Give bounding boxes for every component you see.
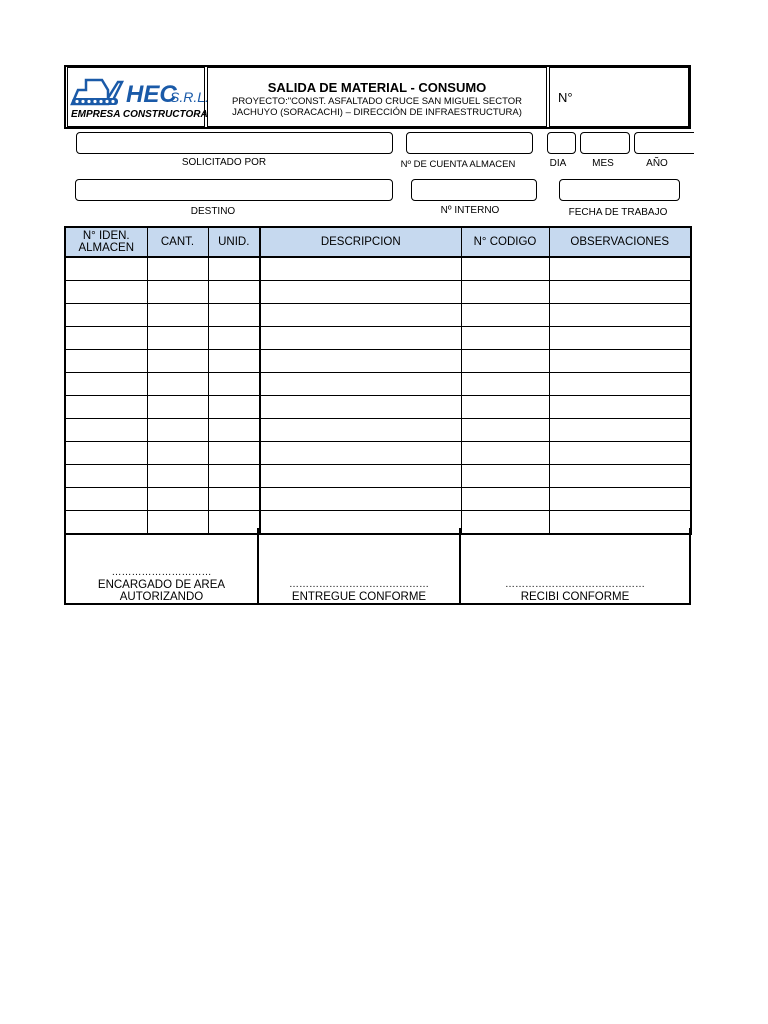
fecha-trabajo-label: FECHA DE TRABAJO bbox=[568, 207, 668, 218]
entregue-label: ENTREGUE CONFORME bbox=[291, 591, 427, 603]
anio-field[interactable] bbox=[634, 132, 694, 154]
table-cell[interactable] bbox=[147, 488, 208, 511]
number-box[interactable] bbox=[549, 67, 689, 127]
table-cell[interactable] bbox=[147, 396, 208, 419]
table-cell[interactable] bbox=[260, 350, 461, 373]
table-cell[interactable] bbox=[65, 257, 147, 281]
table-cell[interactable] bbox=[65, 442, 147, 465]
destino-label: DESTINO bbox=[190, 206, 236, 217]
table-cell[interactable] bbox=[147, 257, 208, 281]
table-cell[interactable] bbox=[147, 327, 208, 350]
table-cell[interactable] bbox=[65, 396, 147, 419]
mes-field[interactable] bbox=[580, 132, 630, 154]
table-cell[interactable] bbox=[549, 396, 691, 419]
table-cell[interactable] bbox=[549, 281, 691, 304]
table-cell[interactable] bbox=[260, 442, 461, 465]
table-cell[interactable] bbox=[208, 304, 260, 327]
solicitado-por-label: SOLICITADO POR bbox=[181, 157, 267, 168]
table-cell[interactable] bbox=[549, 257, 691, 281]
table-cell[interactable] bbox=[461, 373, 549, 396]
logo-brand: HEC bbox=[126, 81, 177, 108]
table-cell[interactable] bbox=[208, 327, 260, 350]
table-cell[interactable] bbox=[549, 350, 691, 373]
fecha-trabajo-field[interactable] bbox=[559, 179, 680, 201]
signature-line: …………………………………… bbox=[505, 579, 645, 590]
table-cell[interactable] bbox=[208, 442, 260, 465]
table-cell[interactable] bbox=[147, 419, 208, 442]
title-block bbox=[207, 67, 547, 127]
table-cell[interactable] bbox=[461, 281, 549, 304]
table-cell[interactable] bbox=[147, 373, 208, 396]
table-cell[interactable] bbox=[208, 373, 260, 396]
table-cell[interactable] bbox=[461, 257, 549, 281]
signature-line: ………………………… bbox=[111, 567, 212, 578]
table-cell[interactable] bbox=[549, 419, 691, 442]
table-cell[interactable] bbox=[65, 419, 147, 442]
interno-field[interactable] bbox=[411, 179, 537, 201]
dia-field[interactable] bbox=[547, 132, 576, 154]
table-cell[interactable] bbox=[260, 304, 461, 327]
table-cell[interactable] bbox=[65, 281, 147, 304]
table-cell[interactable] bbox=[147, 281, 208, 304]
table-cell[interactable] bbox=[147, 465, 208, 488]
table-cell[interactable] bbox=[461, 396, 549, 419]
col-descripcion: DESCRIPCION bbox=[260, 227, 461, 257]
table-cell[interactable] bbox=[260, 396, 461, 419]
table-cell[interactable] bbox=[147, 304, 208, 327]
signature-entregue[interactable] bbox=[259, 528, 459, 603]
encargado-label-2: AUTORIZANDO bbox=[119, 591, 204, 603]
table-cell[interactable] bbox=[208, 281, 260, 304]
project-line-1: PROYECTO:"CONST. ASFALTADO CRUCE SAN MIGUEL SECTOR bbox=[231, 96, 522, 107]
cuenta-almacen-label: Nº DE CUENTA ALMACEN bbox=[400, 159, 516, 170]
table-cell[interactable] bbox=[549, 465, 691, 488]
table-row bbox=[65, 327, 691, 350]
table-row bbox=[65, 257, 691, 281]
table-cell[interactable] bbox=[461, 304, 549, 327]
cuenta-almacen-field[interactable] bbox=[406, 132, 533, 154]
anio-label: AÑO bbox=[646, 158, 668, 169]
col-unid: UNID. bbox=[208, 227, 260, 257]
table-row bbox=[65, 442, 691, 465]
table-cell[interactable] bbox=[461, 465, 549, 488]
table-cell[interactable] bbox=[461, 442, 549, 465]
table-cell[interactable] bbox=[260, 327, 461, 350]
table-row bbox=[65, 396, 691, 419]
recibi-label: RECIBI CONFORME bbox=[520, 591, 630, 603]
table-cell[interactable] bbox=[549, 327, 691, 350]
table-cell[interactable] bbox=[260, 488, 461, 511]
table-cell[interactable] bbox=[549, 373, 691, 396]
table-cell[interactable] bbox=[208, 465, 260, 488]
table-row bbox=[65, 465, 691, 488]
number-label: N° bbox=[558, 90, 573, 105]
signature-recibi[interactable] bbox=[461, 528, 689, 603]
table-cell[interactable] bbox=[147, 442, 208, 465]
company-logo bbox=[67, 67, 209, 127]
dia-label: DIA bbox=[549, 158, 567, 169]
table-cell[interactable] bbox=[461, 488, 549, 511]
signature-encargado[interactable] bbox=[66, 528, 257, 603]
table-cell[interactable] bbox=[65, 327, 147, 350]
table-cell[interactable] bbox=[260, 419, 461, 442]
table-cell[interactable] bbox=[65, 350, 147, 373]
col-iden-almacen: N° IDEN. ALMACEN bbox=[65, 227, 147, 257]
col-observaciones: OBSERVACIONES bbox=[549, 227, 691, 257]
table-cell[interactable] bbox=[549, 442, 691, 465]
table-row bbox=[65, 281, 691, 304]
table-cell[interactable] bbox=[147, 350, 208, 373]
table-cell[interactable] bbox=[208, 488, 260, 511]
table-row bbox=[65, 488, 691, 511]
table-cell[interactable] bbox=[208, 419, 260, 442]
table-cell[interactable] bbox=[260, 465, 461, 488]
table-cell[interactable] bbox=[65, 465, 147, 488]
table-row bbox=[65, 373, 691, 396]
signature-line: …………………………………… bbox=[289, 579, 429, 590]
encargado-label-1: ENCARGADO DE AREA bbox=[97, 579, 226, 591]
table-row bbox=[65, 304, 691, 327]
interno-label: Nº INTERNO bbox=[440, 205, 500, 216]
table-cell[interactable] bbox=[260, 257, 461, 281]
destino-field[interactable] bbox=[75, 179, 393, 201]
table-row bbox=[65, 419, 691, 442]
table-cell[interactable] bbox=[65, 488, 147, 511]
items-table bbox=[64, 226, 692, 535]
table-cell[interactable] bbox=[208, 257, 260, 281]
table-cell[interactable] bbox=[260, 373, 461, 396]
logo-tagline: EMPRESA CONSTRUCTORA bbox=[71, 109, 208, 120]
table-cell[interactable] bbox=[65, 304, 147, 327]
project-line-2: JACHUYO (SORACACHI) – DIRECCIÓN DE INFRAESTRUCTURA) bbox=[232, 107, 522, 118]
table-cell[interactable] bbox=[260, 281, 461, 304]
table-cell[interactable] bbox=[461, 327, 549, 350]
form-title: SALIDA DE MATERIAL - CONSUMO bbox=[267, 80, 487, 95]
col-codigo: N° CODIGO bbox=[461, 227, 549, 257]
table-cell[interactable] bbox=[461, 419, 549, 442]
solicitado-por-field[interactable] bbox=[76, 132, 393, 154]
bulldozer-icon bbox=[68, 68, 209, 126]
table-cell[interactable] bbox=[549, 488, 691, 511]
table-header-row bbox=[65, 227, 691, 257]
table-cell[interactable] bbox=[65, 373, 147, 396]
table-cell[interactable] bbox=[461, 350, 549, 373]
table-row bbox=[65, 350, 691, 373]
mes-label: MES bbox=[592, 158, 614, 169]
table-cell[interactable] bbox=[208, 396, 260, 419]
logo-suffix: S.R.L. bbox=[170, 89, 209, 105]
table-cell[interactable] bbox=[549, 304, 691, 327]
table-cell[interactable] bbox=[208, 350, 260, 373]
col-cant: CANT. bbox=[147, 227, 208, 257]
